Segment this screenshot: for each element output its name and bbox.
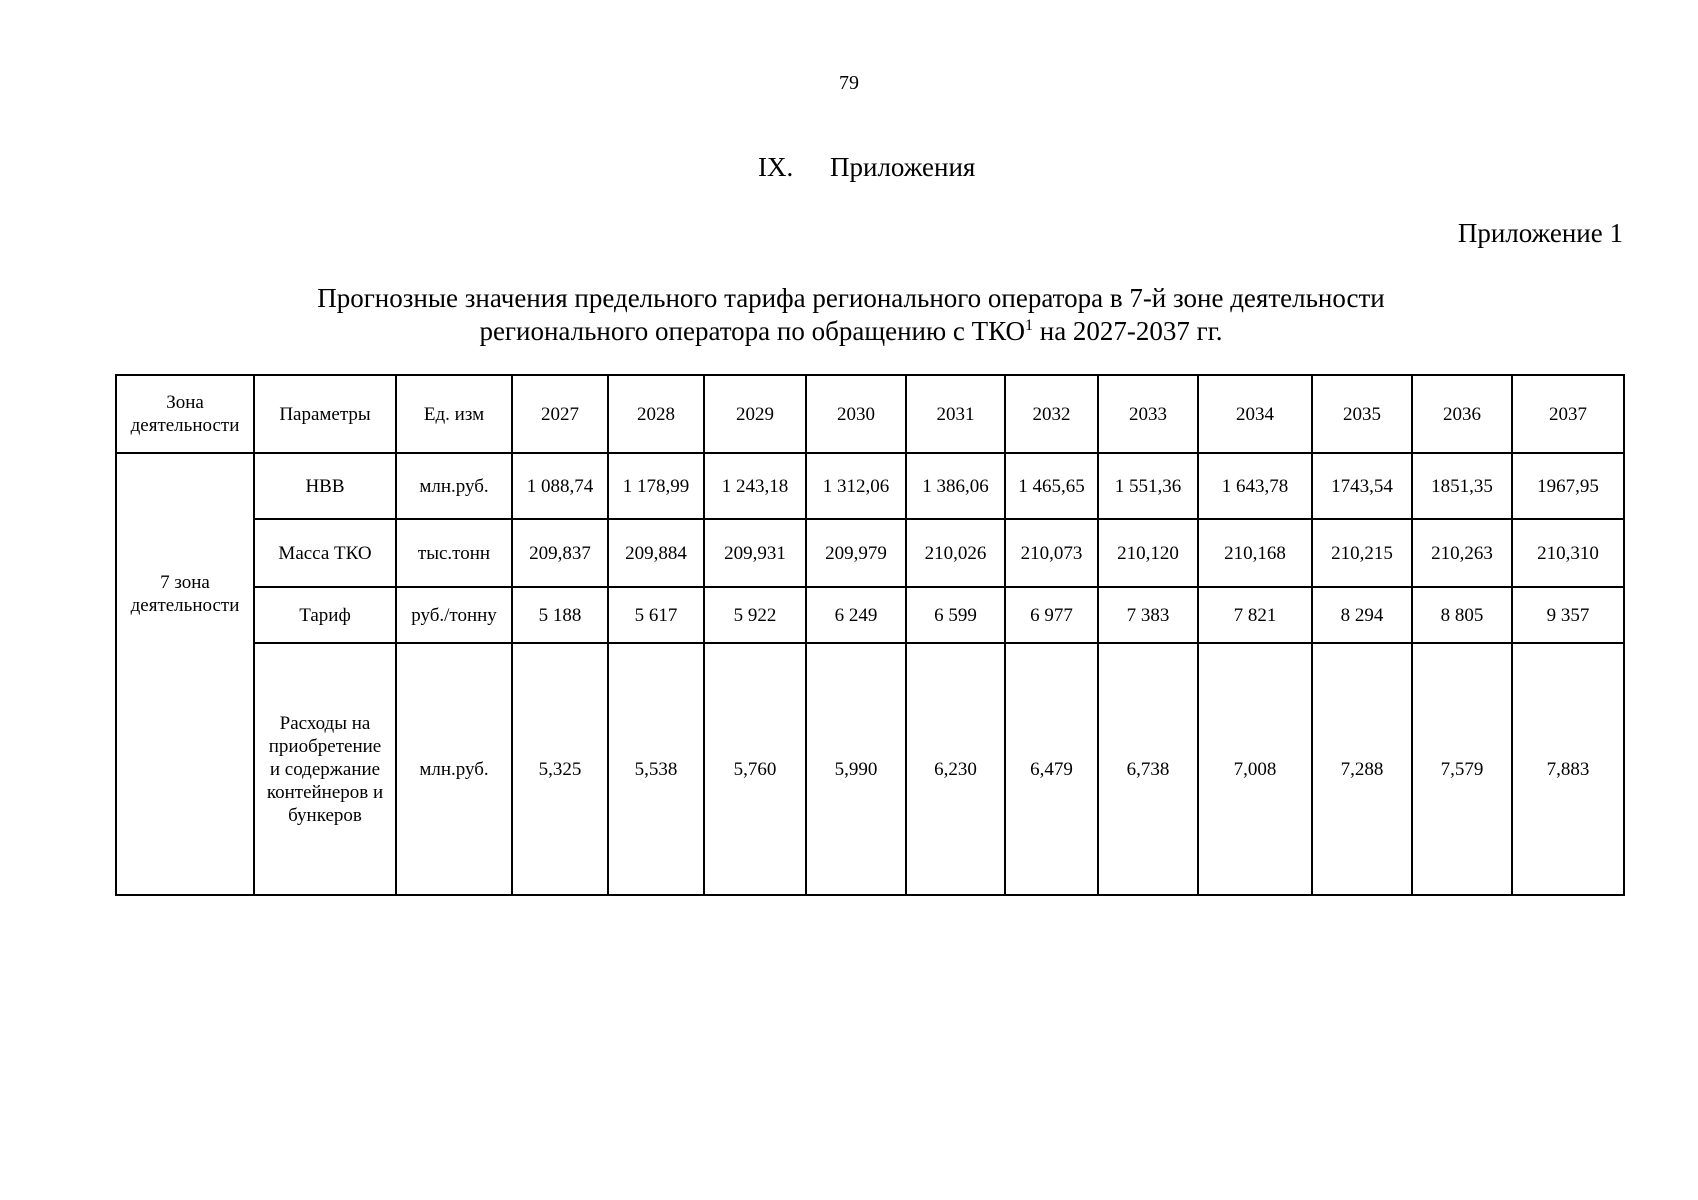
value-cell: 7,883 xyxy=(1512,643,1624,895)
header-year: 2037 xyxy=(1512,375,1624,453)
header-year: 2031 xyxy=(906,375,1005,453)
value-cell: 1967,95 xyxy=(1512,453,1624,519)
value-cell: 9 357 xyxy=(1512,587,1624,643)
appendix-label: Приложение 1 xyxy=(1457,218,1623,248)
value-cell: 1 465,65 xyxy=(1005,453,1098,519)
parameter-cell: Тариф xyxy=(254,587,396,643)
unit-cell: млн.руб. xyxy=(396,643,512,895)
value-cell: 210,120 xyxy=(1098,519,1198,587)
header-unit: Ед. изм xyxy=(396,375,512,453)
value-cell: 7 383 xyxy=(1098,587,1198,643)
value-cell: 210,026 xyxy=(906,519,1005,587)
parameter-cell: Масса ТКО xyxy=(254,519,396,587)
parameter-cell: Расходы на приобретение и содержание контейнеров и бункеров xyxy=(254,643,396,895)
parameter-cell: НВВ xyxy=(254,453,396,519)
header-year: 2035 xyxy=(1312,375,1412,453)
page-number: 79 xyxy=(839,72,859,94)
section-title: Приложения xyxy=(830,152,976,182)
header-year: 2028 xyxy=(608,375,704,453)
value-cell: 1 312,06 xyxy=(806,453,906,519)
value-cell: 7,008 xyxy=(1198,643,1312,895)
value-cell: 209,884 xyxy=(608,519,704,587)
value-cell: 210,215 xyxy=(1312,519,1412,587)
table-title-line-2 xyxy=(0,315,1698,348)
unit-cell: руб./тонну xyxy=(396,587,512,643)
section-numeral: IX. xyxy=(758,152,794,182)
value-cell: 5,538 xyxy=(608,643,704,895)
header-year: 2029 xyxy=(704,375,806,453)
table-title-line-2-period: на 2027-2037 гг. xyxy=(1033,316,1223,346)
table-title xyxy=(0,282,1698,348)
value-cell: 1 178,99 xyxy=(608,453,704,519)
zone-cell: 7 зона деятельности xyxy=(116,453,254,895)
header-year: 2034 xyxy=(1198,375,1312,453)
value-cell: 8 805 xyxy=(1412,587,1512,643)
value-cell: 6,479 xyxy=(1005,643,1098,895)
unit-cell: млн.руб. xyxy=(396,453,512,519)
value-cell: 6,230 xyxy=(906,643,1005,895)
value-cell: 210,263 xyxy=(1412,519,1512,587)
header-zone: Зона деятельности xyxy=(116,375,254,453)
header-year: 2033 xyxy=(1098,375,1198,453)
value-cell: 6 599 xyxy=(906,587,1005,643)
value-cell: 1851,35 xyxy=(1412,453,1512,519)
value-cell: 5,760 xyxy=(704,643,806,895)
header-year: 2032 xyxy=(1005,375,1098,453)
table-row xyxy=(116,587,1624,643)
value-cell: 5,325 xyxy=(512,643,608,895)
table-title-line-2-text: регионального оператора по обращению с ТКО xyxy=(479,316,1025,346)
value-cell: 1743,54 xyxy=(1312,453,1412,519)
value-cell: 210,168 xyxy=(1198,519,1312,587)
footnote-mark: 1 xyxy=(1025,317,1033,334)
value-cell: 7 821 xyxy=(1198,587,1312,643)
header-year: 2036 xyxy=(1412,375,1512,453)
header-year: 2030 xyxy=(806,375,906,453)
table-header-row xyxy=(116,375,1624,453)
value-cell: 210,310 xyxy=(1512,519,1624,587)
table-row xyxy=(116,453,1624,519)
value-cell: 5 617 xyxy=(608,587,704,643)
value-cell: 7,288 xyxy=(1312,643,1412,895)
value-cell: 5 922 xyxy=(704,587,806,643)
tariff-table xyxy=(115,374,1625,896)
value-cell: 1 243,18 xyxy=(704,453,806,519)
value-cell: 1 643,78 xyxy=(1198,453,1312,519)
header-parameters: Параметры xyxy=(254,375,396,453)
value-cell: 209,979 xyxy=(806,519,906,587)
value-cell: 5 188 xyxy=(512,587,608,643)
section-heading xyxy=(758,152,975,183)
table-row xyxy=(116,643,1624,895)
value-cell: 6 249 xyxy=(806,587,906,643)
value-cell: 1 088,74 xyxy=(512,453,608,519)
value-cell: 1 551,36 xyxy=(1098,453,1198,519)
header-year: 2027 xyxy=(512,375,608,453)
table-title-line-1: Прогнозные значения предельного тарифа регионального оператора в 7-й зоне деятельности xyxy=(317,283,1385,313)
value-cell: 6 977 xyxy=(1005,587,1098,643)
unit-cell: тыс.тонн xyxy=(396,519,512,587)
value-cell: 8 294 xyxy=(1312,587,1412,643)
value-cell: 7,579 xyxy=(1412,643,1512,895)
value-cell: 5,990 xyxy=(806,643,906,895)
value-cell: 209,837 xyxy=(512,519,608,587)
value-cell: 6,738 xyxy=(1098,643,1198,895)
value-cell: 209,931 xyxy=(704,519,806,587)
table-row xyxy=(116,519,1624,587)
value-cell: 210,073 xyxy=(1005,519,1098,587)
value-cell: 1 386,06 xyxy=(906,453,1005,519)
